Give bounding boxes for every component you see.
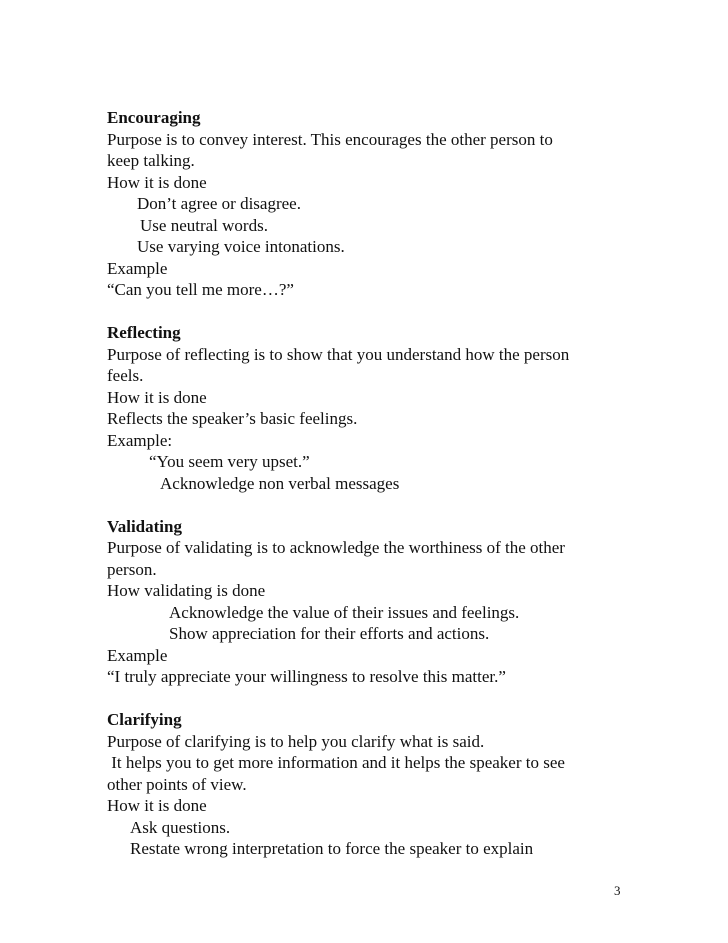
body-line: Purpose of validating is to acknowledge the worthiness of the other (107, 538, 565, 557)
method-item: Don’t agree or disagree. (137, 194, 301, 213)
body-line: How it is done (107, 172, 207, 192)
section-reflecting (107, 322, 667, 494)
body-line: Reflects the speaker’s basic feelings. (107, 409, 358, 428)
method-item: Acknowledge the value of their issues and feelings. (169, 602, 520, 622)
section-encouraging (107, 107, 667, 301)
body-line: feels. (107, 366, 144, 385)
page-number: 3 (614, 883, 621, 898)
example-quote: “Can you tell me more…?” (107, 280, 294, 299)
method-item: Ask questions. (130, 817, 231, 837)
method-item: Show appreciation for their efforts and actions. (169, 624, 490, 643)
body-line: Purpose of reflecting is to show that you understand how the person (107, 344, 570, 364)
body-line: Example (107, 645, 168, 665)
document-body (107, 107, 667, 881)
body-line: How it is done (107, 796, 207, 815)
body-line: Purpose of clarifying is to help you clarify what is said. (107, 731, 485, 751)
body-line: person. (107, 559, 157, 579)
body-line: How it is done (107, 387, 207, 407)
section-heading: Reflecting (107, 323, 181, 342)
section-heading: Validating (107, 516, 182, 536)
body-line: Example: (107, 430, 173, 450)
section-clarifying (107, 709, 667, 860)
body-line: other points of view. (107, 774, 247, 794)
example-quote: “You seem very upset.” (149, 452, 310, 471)
body-line: It helps you to get more information and it helps the speaker to see (107, 753, 565, 772)
body-line: keep talking. (107, 151, 195, 170)
method-item: Acknowledge non verbal messages (160, 473, 400, 493)
section-heading: Encouraging (107, 108, 201, 127)
method-item: Use neutral words. (140, 215, 268, 235)
example-quote: “I truly appreciate your willingness to resolve this matter.” (107, 667, 506, 686)
body-line: Example (107, 258, 168, 278)
section-heading: Clarifying (107, 710, 182, 729)
body-line: Purpose is to convey interest. This encourages the other person to (107, 129, 553, 149)
method-item: Use varying voice intonations. (137, 237, 345, 256)
method-item: Restate wrong interpretation to force the speaker to explain (130, 839, 534, 858)
section-validating (107, 516, 667, 688)
body-line: How validating is done (107, 581, 266, 600)
